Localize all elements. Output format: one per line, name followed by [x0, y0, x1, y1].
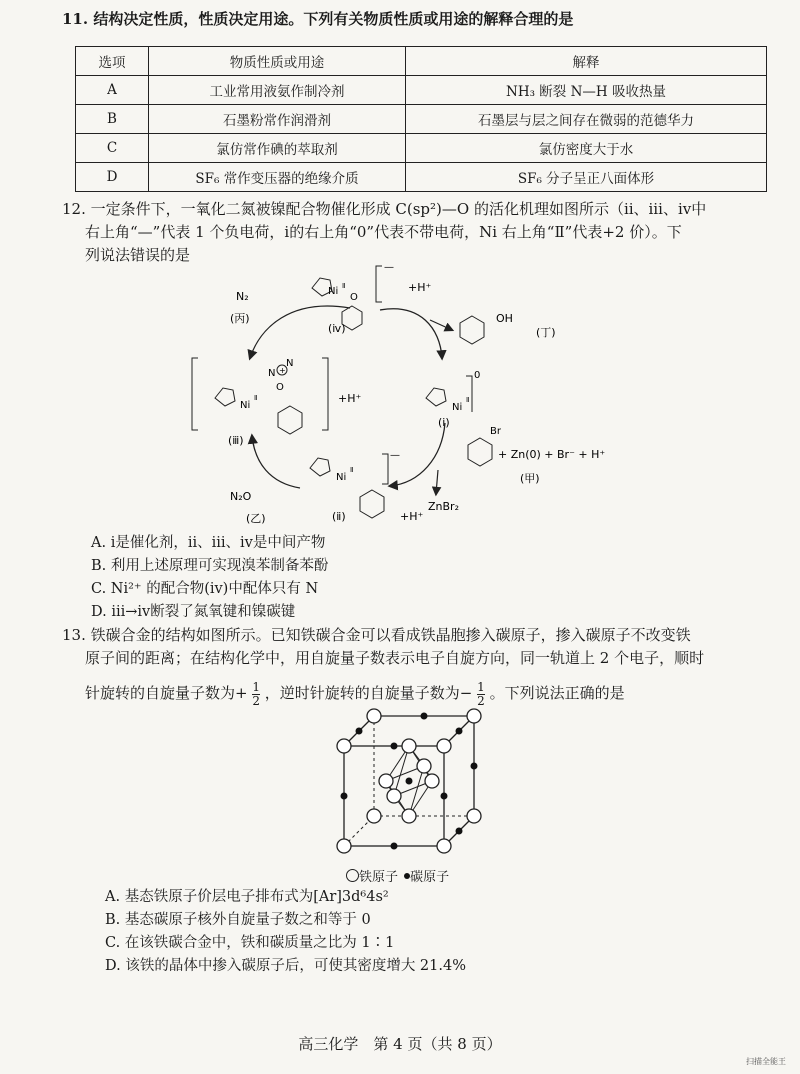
q13-choice-a: A. 基态铁原子价层电子排布式为[Ar]3d⁶4s² [105, 889, 389, 905]
fe-atom [337, 739, 351, 753]
ni-label: Ni [328, 286, 339, 297]
c-atom [471, 763, 478, 770]
label-yi: (乙) [246, 512, 266, 525]
label-n2o: N₂O [230, 490, 252, 503]
n-label: N [286, 358, 294, 369]
zero-label: 0 [474, 370, 481, 381]
q11-header-property: 物质性质或用途 [149, 47, 406, 76]
catalytic-cycle-diagram [190, 258, 620, 528]
ni-charge: Ⅱ [466, 396, 470, 404]
q13-stem-line3-a: 针旋转的自旋量子数为+ [85, 684, 248, 702]
q11-table [75, 46, 767, 192]
label-jia: (甲) [520, 472, 540, 485]
n-label: N [268, 368, 276, 379]
q11-header-option: 选项 [76, 47, 149, 76]
table-row [76, 134, 767, 163]
label-znbr2: ZnBr₂ [428, 500, 459, 513]
fe-atom [337, 839, 351, 853]
q13-choice-d: D. 该铁的晶体中掺入碳原子后，可使其密度增大 21.4% [105, 958, 466, 974]
c-atom [441, 793, 448, 800]
fe-atom [402, 809, 416, 823]
q13-stem-line3-b: ，逆时针旋转的自旋量子数为− [264, 684, 473, 702]
legend-fe-label: 铁原子 [359, 870, 399, 885]
c-atom [356, 728, 363, 735]
fe-atom [367, 809, 381, 823]
ni-label: Ni [240, 400, 251, 411]
q12-choice-c: C. Ni²⁺ 的配合物(ⅳ)中配体只有 N [91, 581, 319, 597]
table-row [76, 163, 767, 192]
ni-label: Ni [452, 402, 463, 413]
fe-atom [387, 789, 401, 803]
ni-label: Ni [336, 472, 347, 483]
q12-stem-line2: 右上角“—”代表 1 个负电荷，ⅰ的右上角“0”代表不带电荷，Ni 右上角“Ⅱ”代表+2 价）。下 [85, 223, 682, 241]
q13-choice-b: B. 基态碳原子核外自旋量子数之和等于 0 [105, 912, 371, 928]
table-cell: 氯仿常作碘的萃取剂 [149, 134, 406, 163]
label-hplus-mid: +H⁺ [338, 392, 362, 405]
q12-stem-line1: 12. 一定条件下，一氧化二氮被镍配合物催化形成 C(sp²)—O 的活化机理如图所示（ⅱ、ⅲ、ⅳ中 [62, 200, 707, 218]
iron-carbon-unit-cell [330, 702, 490, 862]
q12-choice-a: A. ⅰ是催化剂，ⅱ、ⅲ、ⅳ是中间产物 [91, 535, 326, 551]
fe-atom [437, 839, 451, 853]
plus-label: + [279, 366, 286, 375]
complex-iv [312, 262, 394, 330]
label-hplus-bottom: +H⁺ [400, 510, 424, 523]
c-atom [391, 843, 398, 850]
label-hplus-top: +H⁺ [408, 281, 432, 294]
complex-ii [310, 450, 400, 518]
fraction-numerator: 1 [252, 679, 260, 694]
complex-i [426, 370, 480, 413]
fe-legend-icon [346, 869, 359, 882]
q13-stem-line3-c: 。下列说法正确的是 [489, 684, 625, 702]
q11-stem: 11. 结构决定性质，性质决定用途。下列有关物质性质或用途的解释合理的是 [62, 10, 574, 28]
table-cell: 石墨粉常作润滑剂 [149, 105, 406, 134]
q13-stem-line1: 13. 铁碳合金的结构如图所示。已知铁碳合金可以看成铁晶胞掺入碳原子，掺入碳原子不改变铁 [62, 626, 691, 644]
label-i: (ⅰ) [438, 416, 450, 429]
c-atom [391, 743, 398, 750]
fe-atom [379, 774, 393, 788]
label-bing: (丙) [230, 312, 250, 325]
table-row [76, 105, 767, 134]
table-cell: 工业常用液氨作制冷剂 [149, 76, 406, 105]
table-cell: NH₃ 断裂 N—H 吸收热量 [406, 76, 767, 105]
fe-atom [467, 809, 481, 823]
q11-header-explanation: 解释 [406, 47, 767, 76]
fe-atom [467, 709, 481, 723]
c-atom [341, 793, 348, 800]
fraction [252, 681, 260, 708]
table-cell: 氯仿密度大于水 [406, 134, 767, 163]
legend-c-label: 碳原子 [410, 870, 450, 885]
ni-charge: Ⅱ [342, 282, 346, 290]
label-ii: (ⅱ) [332, 510, 346, 523]
c-atom [456, 828, 463, 835]
fraction-numerator: 1 [477, 679, 485, 694]
label-iii: (ⅲ) [228, 434, 244, 447]
table-cell: D [76, 163, 149, 192]
page-footer: 高三化学 第 4 页（共 8 页） [298, 1035, 502, 1053]
q12-stem-line3: 列说法错误的是 [85, 246, 191, 264]
table-cell: B [76, 105, 149, 134]
fe-atom [417, 759, 431, 773]
q11-header-row [76, 47, 767, 76]
fraction-denominator: 2 [252, 693, 260, 708]
fe-atom [425, 774, 439, 788]
minus-label: — [390, 450, 400, 461]
scanner-watermark: 扫描全能王 [746, 1057, 786, 1066]
q13-stem-line2: 原子间的距离；在结构化学中，用自旋量子数表示电子自旋方向，同一轨道上 2 个电子，顺时 [85, 649, 705, 667]
bromobenzene-ring [468, 438, 492, 466]
q12-choice-b: B. 利用上述原理可实现溴苯制备苯酚 [91, 558, 329, 574]
minus-label: — [384, 262, 394, 273]
o-label: O [276, 382, 284, 393]
table-cell: 石墨层与层之间存在微弱的范德华力 [406, 105, 767, 134]
ni-charge: Ⅱ [350, 466, 354, 474]
table-cell: SF₆ 分子呈正八面体形 [406, 163, 767, 192]
phenol-ring [460, 316, 484, 344]
o-label: O [350, 292, 358, 303]
label-ding: (丁) [536, 326, 556, 339]
table-row [76, 76, 767, 105]
c-atom [421, 713, 428, 720]
label-iv: (ⅳ) [328, 322, 346, 335]
c-atom [406, 778, 413, 785]
fe-atom [367, 709, 381, 723]
phenol-oh-label: OH [496, 312, 513, 325]
fe-atom [402, 739, 416, 753]
reagents-label: + Zn(0) + Br⁻ + H⁺ [498, 448, 606, 461]
table-cell: SF₆ 常作变压器的绝缘介质 [149, 163, 406, 192]
table-cell: C [76, 134, 149, 163]
q12-choice-d: D. ⅲ→ⅳ断裂了氮氧键和镍碳键 [91, 604, 296, 620]
fraction-denominator: 2 [477, 693, 485, 708]
unit-cell-legend [346, 866, 449, 885]
c-atom [456, 728, 463, 735]
table-cell: A [76, 76, 149, 105]
complex-iii [192, 358, 328, 434]
label-n2: N₂ [236, 290, 249, 303]
cycle-arrow-left-bottom [252, 436, 300, 488]
br-label: Br [490, 426, 501, 437]
cycle-arrow-right-top [380, 309, 442, 358]
fe-atom [437, 739, 451, 753]
ni-charge: Ⅱ [254, 394, 258, 402]
q13-choice-c: C. 在该铁碳合金中，铁和碳质量之比为 1∶1 [105, 935, 395, 951]
